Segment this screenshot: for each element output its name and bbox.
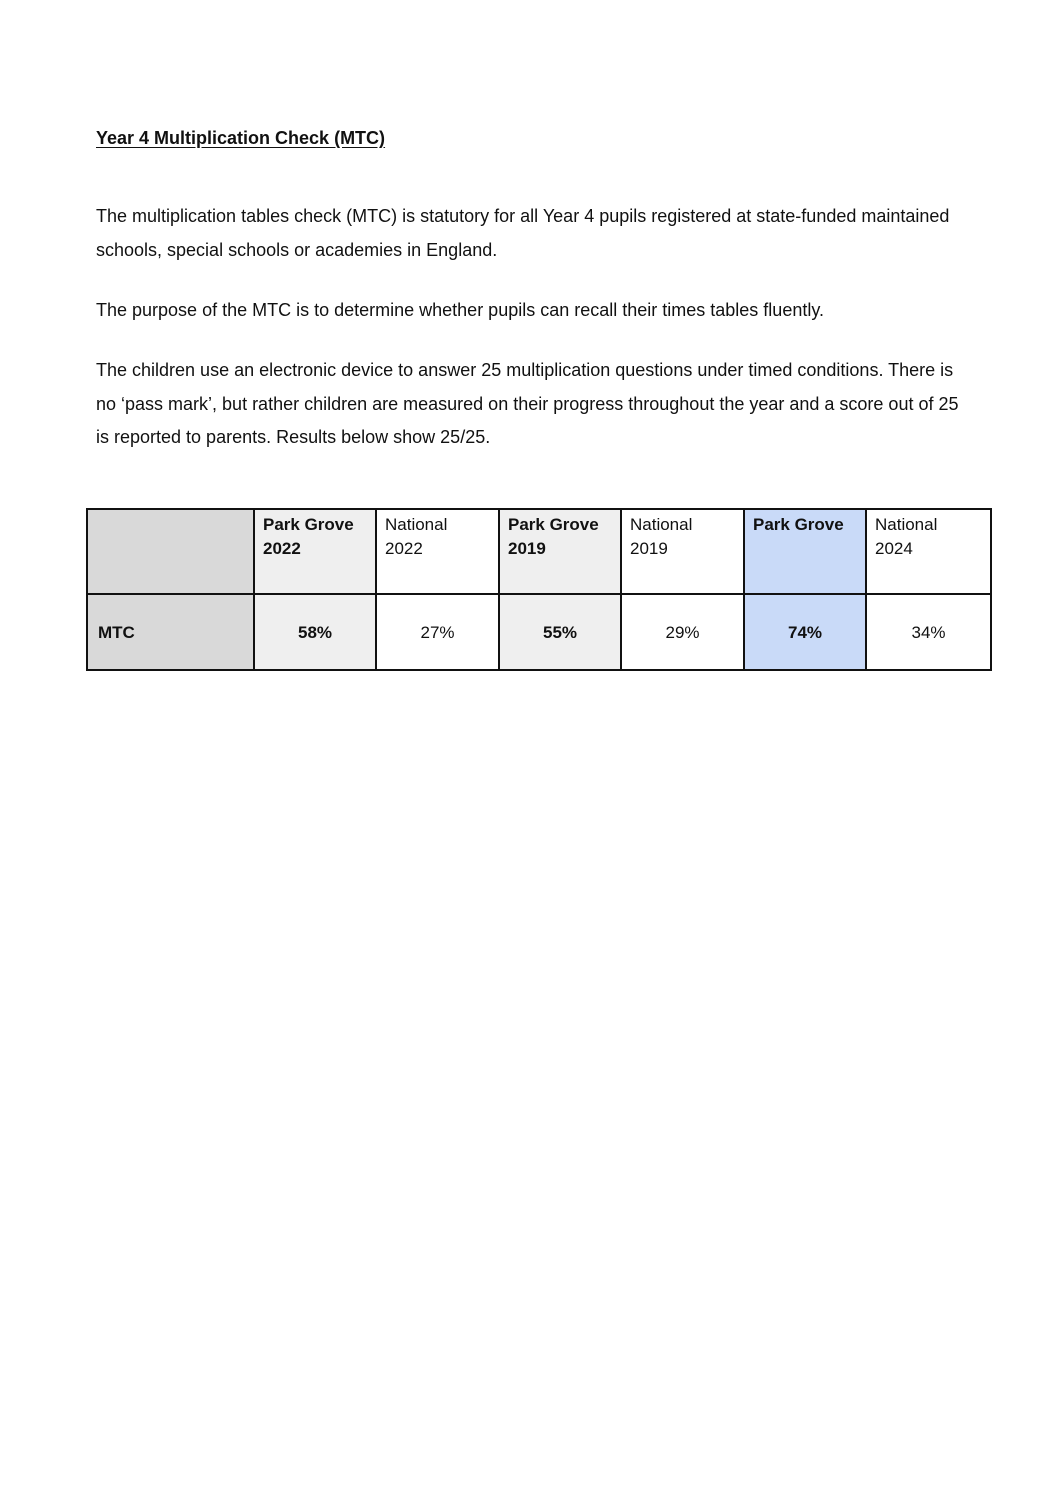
- header-line: 2024: [875, 539, 913, 558]
- header-national-2024: [866, 509, 991, 594]
- header-line: 2019: [508, 539, 546, 558]
- paragraph-statutory: The multiplication tables check (MTC) is statutory for all Year 4 pupils registered at state-funded maintained schools, special schools or academies in England.: [96, 206, 950, 260]
- header-national-2019: [621, 509, 744, 594]
- value-national-2019: 29%: [621, 594, 744, 670]
- header-line: Park Grove: [263, 515, 354, 534]
- header-park-grove-current: [744, 509, 866, 594]
- value-national-2022: 27%: [376, 594, 499, 670]
- header-national-2022: [376, 509, 499, 594]
- header-line: National: [385, 515, 448, 534]
- header-line: National: [875, 515, 938, 534]
- table-row: [87, 594, 991, 670]
- header-park-grove-2022: [254, 509, 376, 594]
- value-park-grove-2022: 58%: [254, 594, 376, 670]
- header-line: 2022: [263, 539, 301, 558]
- paragraph-description: The children use an electronic device to answer 25 multiplication questions under timed conditions. There is no ‘pass mark’, but rather children are measured on their progress throughout the year and a score out of 25 is reported to parents. Results below show 25/25.: [96, 360, 959, 447]
- value-park-grove-2019: 55%: [499, 594, 621, 670]
- header-line: National: [630, 515, 693, 534]
- paragraph-purpose: The purpose of the MTC is to determine whether pupils can recall their times tables fluently.: [96, 300, 825, 320]
- value-park-grove-current: 74%: [744, 594, 866, 670]
- row-label-mtc: MTC: [87, 594, 254, 670]
- header-line: 2019: [630, 539, 668, 558]
- table-corner-cell: [87, 509, 254, 594]
- page-title: Year 4 Multiplication Check (MTC): [96, 128, 386, 148]
- header-park-grove-2019: [499, 509, 621, 594]
- header-line: Park Grove: [508, 515, 599, 534]
- value-national-2024: 34%: [866, 594, 991, 670]
- results-table: [86, 508, 992, 671]
- header-line: 2022: [385, 539, 423, 558]
- table-header-row: [87, 509, 991, 594]
- header-line: Park Grove: [753, 515, 844, 534]
